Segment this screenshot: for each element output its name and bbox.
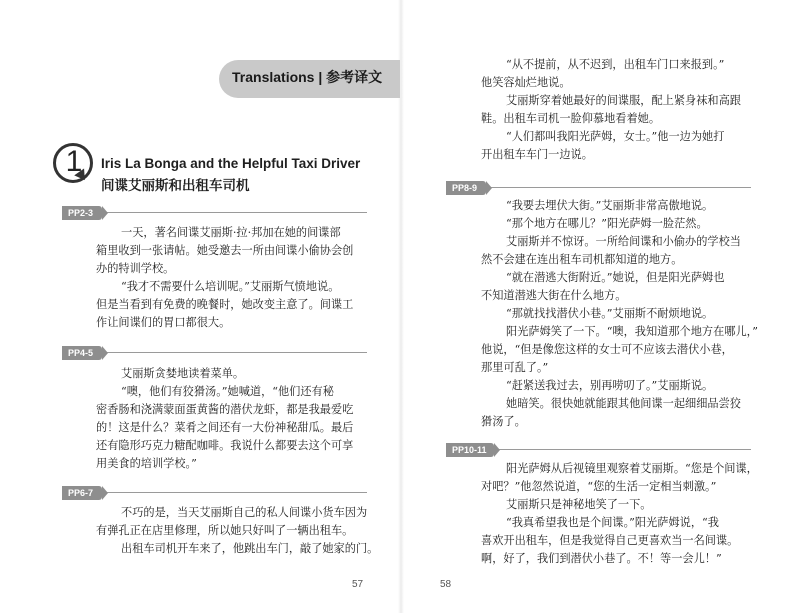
section-label: PP2-3 bbox=[68, 208, 94, 218]
text-line: 艾丽斯只是神秘地笑了一下。 bbox=[506, 498, 652, 511]
text-line: “人们都叫我阳光萨姆，女士。”他一边为她打 bbox=[506, 130, 725, 143]
page-number-left: 57 bbox=[352, 579, 364, 590]
section-label: PP8-9 bbox=[452, 183, 478, 193]
text-line: “从不提前，从不迟到，出租车门口来报到。” bbox=[506, 58, 725, 71]
text-line: 作让间谍们的胃口都很大。 bbox=[96, 316, 231, 329]
text-line: 艾丽斯并不惊讶。一所给间谍和小偷办的学校当 bbox=[506, 235, 741, 248]
page-number-right: 58 bbox=[440, 579, 452, 590]
chapter-title-english: Iris La Bonga and the Helpful Taxi Driver bbox=[101, 156, 361, 171]
section-label: PP10-11 bbox=[452, 445, 487, 455]
text-line: 那里可乱了。” bbox=[481, 361, 549, 374]
section-divider-pp4-5 bbox=[62, 346, 367, 360]
text-line: 的！这是什么？菜肴之间还有一大份神秘甜瓜。最后 bbox=[96, 421, 354, 434]
section-label: PP6-7 bbox=[68, 488, 94, 498]
text-line: 阳光萨姆笑了一下。“噢，我知道那个地方在哪儿，” bbox=[506, 325, 758, 338]
text-line: 艾丽斯贪婪地读着菜单。 bbox=[121, 367, 245, 380]
banner-title: Translations | 参考译文 bbox=[232, 69, 383, 85]
section-divider-pp10-11 bbox=[446, 443, 751, 457]
text-line: 他说，“但是像您这样的女士可不应该去潜伏小巷， bbox=[481, 343, 733, 356]
text-line: 喜欢开出租车，但是我觉得自己更喜欢当一名间谍。 bbox=[481, 534, 739, 547]
chapter-number: 1 bbox=[65, 145, 83, 178]
text-line: 出租车司机开车来了，他跳出车门，敲了她家的门。 bbox=[121, 542, 379, 555]
chapter-title-chinese: 间谍艾丽斯和出租车司机 bbox=[101, 178, 250, 193]
text-line: 艾丽斯穿着她最好的间谍服，配上紧身袜和高跟 bbox=[506, 94, 741, 107]
text-line: 啊，好了，我们到潜伏小巷了。不！等一会儿！” bbox=[481, 552, 722, 565]
text-line: 还有隐形巧克力糖配咖啡。我说什么都要去这个可享 bbox=[96, 439, 354, 452]
text-line: 鞋。出租车司机一脸仰慕地看着她。 bbox=[481, 112, 661, 125]
text-line: “就在潜逃大街附近。”她说，但是阳光萨姆也 bbox=[506, 271, 725, 284]
text-line: “我要去埋伏大街。”艾丽斯非常高傲地说。 bbox=[506, 199, 714, 212]
section-divider-pp8-9 bbox=[446, 181, 751, 195]
text-line: 然不会建在连出租车司机都知道的地方。 bbox=[481, 253, 683, 266]
text-line: “我真希望我也是个间谍。”阳光萨姆说，“我 bbox=[506, 516, 719, 529]
text-line: 但是当看到有免费的晚餐时，她改变主意了。间谍工 bbox=[96, 298, 354, 311]
text-line: “那个地方在哪儿？”阳光萨姆一脸茫然。 bbox=[506, 217, 708, 230]
text-line: “那就找找潜伏小巷。”艾丽斯不耐烦地说。 bbox=[506, 307, 714, 320]
section-divider-pp2-3 bbox=[62, 206, 367, 220]
text-line: 有弹孔正在店里修理，所以她只好叫了一辆出租车。 bbox=[96, 524, 354, 537]
text-line: 密香肠和浇满蒙面蛋黄酱的潜伏龙虾，都是我最爱吃 bbox=[96, 403, 354, 416]
text-line: 阳光萨姆从后视镜里观察着艾丽斯。“您是个间谍， bbox=[506, 462, 758, 475]
section-divider-pp6-7 bbox=[62, 486, 367, 500]
text-line: 他笑容灿烂地说。 bbox=[481, 76, 571, 89]
text-line: 猾汤了。 bbox=[481, 415, 526, 428]
text-line: “赶紧送我过去，别再唠叨了。”艾丽斯说。 bbox=[506, 379, 714, 392]
text-line: “我才不需要什么培训呢。”艾丽斯气愤地说。 bbox=[121, 280, 340, 293]
text-line: “噢，他们有狡猾汤。”她喊道，“他们还有秘 bbox=[121, 385, 334, 398]
text-line: 办的特训学校。 bbox=[96, 262, 175, 275]
text-line: 不知道潜逃大街在什么地方。 bbox=[481, 289, 627, 302]
text-line: 箱里收到一张请帖。她受邀去一所由间谍小偷协会创 bbox=[96, 244, 354, 257]
text-line: 一天，著名间谍艾丽斯·拉·邦加在她的间谍部 bbox=[121, 226, 341, 239]
text-line: 对吧？”他忽然说道，“您的生活一定相当刺激。” bbox=[481, 480, 717, 493]
text-line: 开出租车车门一边说。 bbox=[481, 148, 593, 161]
text-line: 她暗笑。很快她就能跟其他间谍一起细细品尝狡 bbox=[506, 397, 741, 410]
text-line: 用美食的培训学校。” bbox=[96, 457, 197, 470]
section-label: PP4-5 bbox=[68, 348, 94, 358]
text-line: 不巧的是，当天艾丽斯自己的私人间谍小货车因为 bbox=[121, 506, 368, 519]
